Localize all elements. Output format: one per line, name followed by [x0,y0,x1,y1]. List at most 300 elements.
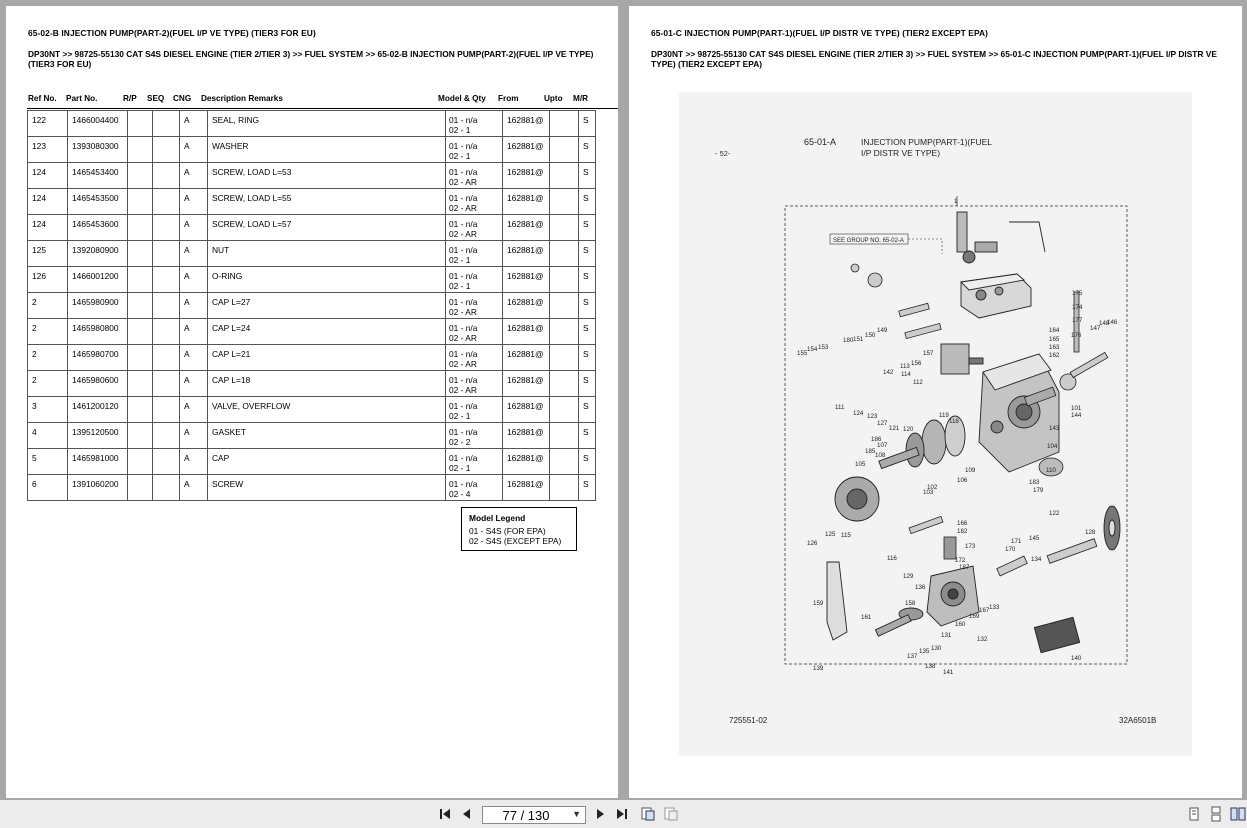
callout-number: 183 [1029,479,1040,486]
cell-part-no: 1465980800 [68,319,128,345]
callout-number: 112 [913,379,923,386]
cell-seq [153,189,180,215]
cell-rp [128,293,153,319]
cell-part-no: 1465453500 [68,189,128,215]
cell-model-qty [446,293,503,319]
cell-seq [153,111,180,137]
single-page-icon[interactable] [1186,806,1202,822]
callout-number: 105 [855,461,866,468]
cell-cng: A [180,449,208,475]
chevron-down-icon[interactable]: ▼ [572,809,581,819]
callout-number: 123 [867,413,878,420]
callout-number: 110 [1046,467,1056,474]
cell-ref-no: 2 [28,319,68,345]
fit-page-icon[interactable] [640,806,656,822]
cell-upto [550,475,579,501]
callout-number: 173 [965,543,976,550]
model-qty-line: 02 - 2 [449,437,471,447]
cell-from: 162881@ [503,215,550,241]
model-qty-line: 01 - n/a [449,323,478,333]
callout-number: 145 [1029,535,1040,542]
cell-description: CAP L=24 [208,319,446,345]
cell-upto [550,371,579,397]
viewer-toolbar [0,800,1247,828]
cell-from: 162881@ [503,371,550,397]
cell-from: 162881@ [503,241,550,267]
cell-from: 162881@ [503,111,550,137]
table-row [28,215,596,241]
header-divider [27,108,618,109]
cell-upto [550,137,579,163]
cell-ref-no: 2 [28,345,68,371]
cell-ref-no: 126 [28,267,68,293]
cell-seq [153,449,180,475]
cell-description: SEAL, RING [208,111,446,137]
cell-part-no: 1465453600 [68,215,128,241]
callout-number: 158 [905,600,916,607]
cell-upto [550,267,579,293]
group-code: 65-01-A [804,137,837,147]
callout-number: 131 [941,632,952,639]
cell-upto [550,345,579,371]
cell-model-qty [446,345,503,371]
cell-mr: S [579,189,596,215]
callout-number: 151 [853,336,864,343]
model-qty-line: 02 - AR [449,307,477,317]
cell-mr: S [579,267,596,293]
callout-number: 125 [825,531,836,538]
cell-mr: S [579,137,596,163]
cell-part-no: 1465453400 [68,163,128,189]
left-page [6,6,618,798]
table-row [28,241,596,267]
cell-description: CAP [208,449,446,475]
cell-cng: A [180,423,208,449]
model-qty-line: 01 - n/a [449,479,478,489]
callout-number: 149 [877,327,888,334]
cell-mr: S [579,293,596,319]
cell-from: 162881@ [503,319,550,345]
cell-seq [153,371,180,397]
cell-cng: A [180,293,208,319]
sheet-code: 32A6501B [1119,716,1157,725]
model-qty-line: 01 - n/a [449,297,478,307]
diagram-svg [679,92,1192,756]
callout-number: 169 [969,613,980,620]
callout-number: 121 [889,425,900,432]
cell-mr: S [579,241,596,267]
callout-number: 165 [1049,336,1060,343]
callout-number: 154 [807,346,818,353]
callout-number: 166 [957,520,968,527]
cell-mr: S [579,111,596,137]
callout-number: 130 [931,645,942,652]
callout-number: 109 [965,467,976,474]
first-page-icon[interactable] [437,806,453,822]
cell-cng: A [180,371,208,397]
distributor-head [827,562,1080,653]
callout-number: 187 [959,564,970,571]
callout-number: 170 [1005,546,1016,553]
cell-seq [153,319,180,345]
cell-rp [128,189,153,215]
cell-cng: A [180,397,208,423]
cell-ref-no: 124 [28,163,68,189]
model-qty-line: 02 - AR [449,333,477,343]
page-title: 65-02-B INJECTION PUMP(PART-2)(FUEL I/P VE TYPE) (TIER3 FOR EU) [28,28,316,38]
cell-ref-no: 124 [28,189,68,215]
table-row [28,111,596,137]
cell-model-qty [446,319,503,345]
cell-description: NUT [208,241,446,267]
cell-cng: A [180,319,208,345]
callout-number [679,92,690,94]
callout-number: 116 [887,555,897,562]
callout-number: 101 [1071,405,1082,412]
model-qty-line: 01 - n/a [449,141,478,151]
cell-description: WASHER [208,137,446,163]
cell-upto [550,397,579,423]
prev-page-icon[interactable] [459,806,475,822]
col-mr: M/R [573,94,589,103]
callout-number: 164 [1049,327,1060,334]
cell-upto [550,111,579,137]
callout-number: 137 [907,653,918,660]
legend-title: Model Legend [469,513,526,523]
cell-upto [550,215,579,241]
cell-description: SCREW [208,475,446,501]
callout-number: 144 [1071,412,1082,419]
callout-number: 162 [1049,352,1060,359]
cell-part-no: 1465980700 [68,345,128,371]
continuous-icon[interactable] [1208,806,1224,822]
model-qty-line: 01 - n/a [449,219,478,229]
cell-upto [550,293,579,319]
cell-rp [128,475,153,501]
cell-ref-no: 6 [28,475,68,501]
table-row [28,137,596,163]
callout-number: 153 [818,344,829,351]
cell-model-qty [446,475,503,501]
page-title: 65-01-C INJECTION PUMP(PART-1)(FUEL I/P DISTR VE TYPE) (TIER2 EXCEPT EPA) [651,28,989,38]
cell-cng: A [180,137,208,163]
drawing-number: 725551-02 [729,716,768,725]
cell-part-no: 1395120500 [68,423,128,449]
cell-rp [128,267,153,293]
cell-seq [153,241,180,267]
callout-number: 104 [1047,443,1058,450]
table-row [28,267,596,293]
callout-number: 140 [1071,655,1082,662]
cell-mr: S [579,163,596,189]
callout-number: 174 [1072,304,1083,311]
cell-part-no: 1465980600 [68,371,128,397]
callout-number: 186 [871,436,882,443]
callout-number: 167 [979,607,990,614]
cell-model-qty [446,163,503,189]
callout-number: 132 [977,636,988,643]
cell-cng: A [180,189,208,215]
fit-width-icon[interactable] [663,806,679,822]
model-qty-line: 02 - 4 [449,489,471,499]
cell-from: 162881@ [503,397,550,423]
cell-upto [550,189,579,215]
callout-number: 180 [843,337,854,344]
cell-seq [153,215,180,241]
cell-mr: S [579,423,596,449]
model-qty-line: 01 - n/a [449,115,478,125]
callout-number: 157 [923,350,934,357]
cell-cng: A [180,163,208,189]
cell-ref-no: 2 [28,371,68,397]
cell-part-no: 1392080900 [68,241,128,267]
cell-rp [128,163,153,189]
cell-description: SCREW, LOAD L=57 [208,215,446,241]
model-legend [461,507,577,551]
col-from: From [498,94,519,103]
model-qty-line: 02 - AR [449,203,477,213]
cell-from: 162881@ [503,345,550,371]
diagram-caption: I/P DISTR VE TYPE) [861,148,941,158]
callout-number: 155 [797,350,808,357]
callout-number: 141 [943,669,954,676]
cell-cng: A [180,345,208,371]
cell-cng: A [180,111,208,137]
cell-seq [153,345,180,371]
callout-number: 108 [875,452,886,459]
callout-number: 111 [835,404,845,411]
cell-description: VALVE, OVERFLOW [208,397,446,423]
right-page [629,6,1242,798]
cell-description: CAP L=27 [208,293,446,319]
cell-mr: S [579,397,596,423]
callout-number: 106 [957,477,968,484]
cell-part-no: 1466001200 [68,267,128,293]
cell-description: O-RING [208,267,446,293]
cell-part-no: 1391060200 [68,475,128,501]
cell-model-qty [446,215,503,241]
cell-rp [128,215,153,241]
cell-from: 162881@ [503,423,550,449]
cell-part-no: 1466004400 [68,111,128,137]
callout-number: 143 [1049,425,1060,432]
cell-mr: S [579,215,596,241]
cell-upto [550,241,579,267]
callout-number: 107 [877,442,888,449]
cell-rp [128,319,153,345]
model-qty-line: 01 - n/a [449,401,478,411]
cell-rp [128,345,153,371]
callout-number: 120 [903,426,914,433]
cell-cng: A [180,241,208,267]
cell-cng: A [180,475,208,501]
callout-number: 156 [911,360,922,367]
cell-ref-no: 5 [28,449,68,475]
callout-number: 126 [807,540,818,547]
cell-rp [128,241,153,267]
callout-number: 147 [1090,325,1101,332]
callout-number: 146 [1107,319,1118,326]
model-qty-line: 01 - n/a [449,375,478,385]
see-group-label: SEE GROUP NO. 65-02-A [833,238,904,244]
cell-from: 162881@ [503,293,550,319]
col-rp: R/P [123,94,137,103]
page-indicator: 77 / 130 [502,808,550,823]
callout-number: 118 [949,418,959,425]
cell-part-no: 1393080300 [68,137,128,163]
col-model-qty: Model & Qty [438,94,486,103]
cell-model-qty [446,189,503,215]
cell-model-qty [446,267,503,293]
model-qty-line: 02 - 1 [449,125,471,135]
diagram-caption: INJECTION PUMP(PART-1)(FUEL [861,137,992,147]
callout-number: 122 [1049,510,1060,517]
callout-number: 113 [900,363,910,370]
governor-housing [957,212,1045,318]
cell-upto [550,423,579,449]
col-description: Description Remarks [201,94,283,103]
cell-from: 162881@ [503,267,550,293]
callout-number: 159 [813,600,824,607]
cell-mr: S [579,449,596,475]
cell-model-qty [446,449,503,475]
table-row [28,449,596,475]
cell-from: 162881@ [503,189,550,215]
table-row [28,163,596,189]
callout-number: 1 [954,198,958,205]
cell-upto [550,163,579,189]
cell-from: 162881@ [503,449,550,475]
cell-model-qty [446,137,503,163]
leader-line [908,239,942,254]
callout-number: 160 [955,621,966,628]
cell-ref-no: 2 [28,293,68,319]
cell-ref-no: 124 [28,215,68,241]
cell-ref-no: 122 [28,111,68,137]
callout-number: 179 [1033,487,1044,494]
cell-part-no: 1461200120 [68,397,128,423]
callout-number: 163 [1049,344,1060,351]
model-qty-line: 02 - 1 [449,255,471,265]
callout-number: 171 [1011,538,1022,545]
model-qty-line: 02 - 1 [449,411,471,421]
cell-part-no: 1465980900 [68,293,128,319]
exploded-diagram [679,92,1192,756]
model-qty-line: 02 - 1 [449,463,471,473]
callout-number: 148 [1099,320,1110,327]
callout-number: 161 [861,614,872,621]
model-qty-line: 01 - n/a [449,427,478,437]
cell-mr: S [579,345,596,371]
page-number-input[interactable] [482,806,586,824]
cell-rp [128,111,153,137]
model-qty-line: 01 - n/a [449,349,478,359]
model-qty-line: 02 - 1 [449,281,471,291]
model-qty-line: 02 - AR [449,177,477,187]
last-page-icon[interactable] [614,806,630,822]
cell-rp [128,371,153,397]
cell-rp [128,423,153,449]
cell-description: CAP L=21 [208,345,446,371]
cell-seq [153,137,180,163]
callout-number: 128 [1085,529,1096,536]
callout-number: 129 [903,573,914,580]
model-qty-line: 01 - n/a [449,167,478,177]
two-page-icon[interactable] [1230,806,1246,822]
cell-seq [153,475,180,501]
callout-number: 177 [1072,317,1083,324]
breadcrumb: DP30NT >> 98725-55130 CAT S4S DIESEL ENGINE (TIER 2/TIER 3) >> FUEL SYSTEM >> 65-02-B INJECTION PUMP(PART-2)(FUEL I/P VE TYPE) (TIER3 FOR EU) [28,49,594,69]
callout-number: 150 [865,332,876,339]
callout-number: 133 [989,604,1000,611]
cell-model-qty [446,397,503,423]
callout-number: 138 [925,663,936,670]
cell-description: SCREW, LOAD L=53 [208,163,446,189]
cell-from: 162881@ [503,475,550,501]
callout-number: 185 [865,448,876,455]
model-qty-line: 01 - n/a [449,193,478,203]
cell-cng: A [180,267,208,293]
cell-seq [153,163,180,189]
callout-number: 139 [813,665,824,672]
table-row [28,293,596,319]
model-qty-line: 02 - 1 [449,151,471,161]
model-qty-line: 01 - n/a [449,245,478,255]
callout-number: 127 [877,420,888,427]
cell-ref-no: 3 [28,397,68,423]
cell-from: 162881@ [503,163,550,189]
table-row [28,189,596,215]
cell-mr: S [579,319,596,345]
col-cng: CNG [173,94,192,103]
next-page-icon[interactable] [592,806,608,822]
cell-model-qty [446,371,503,397]
table-row [28,475,596,501]
table-row [28,371,596,397]
cell-ref-no: 125 [28,241,68,267]
cell-rp [128,449,153,475]
cell-ref-no: 4 [28,423,68,449]
model-qty-line: 02 - AR [449,229,477,239]
col-part-no: Part No. [66,94,98,103]
col-upto: Upto [544,94,563,103]
cell-seq [153,423,180,449]
callout-number: 142 [883,369,894,376]
table-row [28,397,596,423]
callout-number: 124 [853,410,864,417]
parts-table [27,110,596,501]
cell-rp [128,137,153,163]
cell-from: 162881@ [503,137,550,163]
cell-ref-no: 123 [28,137,68,163]
table-row [28,319,596,345]
callout-number: 136 [915,584,926,591]
model-qty-line: 02 - AR [449,359,477,369]
callout-number: 103 [923,489,934,496]
legend-item: 01 - S4S (FOR EPA) [469,526,546,536]
cell-seq [153,267,180,293]
cell-description: SCREW, LOAD L=55 [208,189,446,215]
cell-description: GASKET [208,423,446,449]
callout-number: 134 [1031,556,1042,563]
cell-model-qty [446,111,503,137]
cell-model-qty [446,241,503,267]
cell-mr: S [579,371,596,397]
table-row [28,345,596,371]
callout-number: 182 [957,528,968,535]
callout-number: 172 [955,557,966,564]
page-marker: - 52- [715,149,731,158]
